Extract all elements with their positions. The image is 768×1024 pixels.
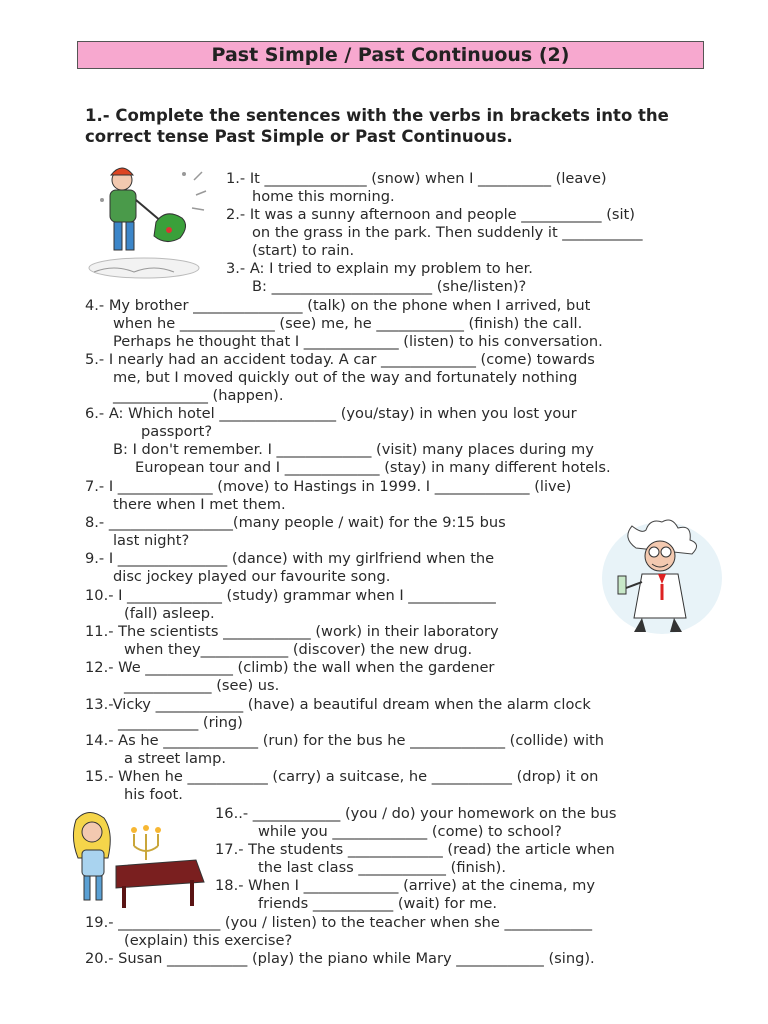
exercise-line: when they____________ (discover) the new drug. (124, 641, 473, 658)
exercise-line: 9.- I _______________ (dance) with my girlfriend when the (85, 550, 495, 567)
exercise-line: 20.- Susan ___________ (play) the piano while Mary ____________ (sing). (85, 950, 595, 967)
exercise-instruction (85, 105, 725, 147)
exercise-line: disc jockey played our favourite song. (113, 568, 391, 585)
worksheet-title: Past Simple / Past Continuous (2) (77, 41, 704, 69)
exercise-line: 10.- I _____________ (study) grammar when I ____________ (85, 587, 496, 604)
exercise-line: friends ___________ (wait) for me. (258, 895, 498, 912)
exercise-line: ___________ (ring) (118, 714, 243, 731)
exercise-line: his foot. (124, 786, 183, 803)
exercise-line: 18.- When I _____________ (arrive) at the cinema, my (215, 877, 595, 894)
exercise-line: 19.- ______________ (you / listen) to the teacher when she ____________ (85, 914, 593, 931)
exercise-line: (fall) asleep. (124, 605, 215, 622)
exercise-line: European tour and I _____________ (stay) in many different hotels. (135, 459, 611, 476)
instruction-number: 1.- (85, 106, 110, 125)
man-shoveling-snow-illustration (84, 160, 216, 280)
exercise-line: 6.- A: Which hotel ________________ (you/stay) in when you lost your (85, 405, 577, 422)
exercise-line: me, but I moved quickly out of the way and fortunately nothing (113, 369, 578, 386)
exercise-line: Perhaps he thought that I _____________ (listen) to his conversation. (113, 333, 603, 350)
exercise-line: while you _____________ (come) to school? (258, 823, 562, 840)
exercise-line: home this morning. (252, 188, 395, 205)
exercise-line: a street lamp. (124, 750, 227, 767)
exercise-line: 4.- My brother _______________ (talk) on the phone when I arrived, but (85, 297, 591, 314)
exercise-line: _____________ (happen). (113, 387, 284, 404)
exercise-line: ____________ (see) us. (124, 677, 280, 694)
exercise-line: 8.- _________________(many people / wait) for the 9:15 bus (85, 514, 506, 531)
exercise-line: last night? (113, 532, 190, 549)
exercise-line: 5.- I nearly had an accident today. A car _____________ (come) towards (85, 351, 595, 368)
exercise-line: 12.- We ____________ (climb) the wall when the gardener (85, 659, 495, 676)
exercise-line: 14.- As he _____________ (run) for the bus he _____________ (collide) with (85, 732, 604, 749)
exercise-line: on the grass in the park. Then suddenly it ___________ (252, 224, 643, 241)
exercise-line: B: ______________________ (she/listen)? (252, 278, 527, 295)
exercise-line: 1.- It ______________ (snow) when I __________ (leave) (226, 170, 607, 187)
exercise-line: (explain) this exercise? (124, 932, 293, 949)
exercise-line: 2.- It was a sunny afternoon and people ___________ (sit) (226, 206, 635, 223)
instruction-text: Complete the sentences with the verbs in brackets into the correct tense Past Simple or Past Continuous. (85, 106, 669, 146)
exercise-line: 15.- When he ___________ (carry) a suitcase, he ___________ (drop) it on (85, 768, 599, 785)
exercise-line: 11.- The scientists ____________ (work) in their laboratory (85, 623, 499, 640)
exercise-line: B: I don't remember. I _____________ (visit) many places during my (113, 441, 594, 458)
exercise-line: (start) to rain. (252, 242, 355, 259)
exercise-line: passport? (141, 423, 213, 440)
exercise-line: when he _____________ (see) me, he ____________ (finish) the call. (113, 315, 583, 332)
exercise-line: 7.- I _____________ (move) to Hastings in 1999. I _____________ (live) (85, 478, 572, 495)
exercise-line: there when I met them. (113, 496, 286, 513)
girl-playing-piano-illustration (66, 806, 206, 912)
exercise-line: 17.- The students _____________ (read) the article when (215, 841, 615, 858)
exercise-line: 3.- A: I tried to explain my problem to her. (226, 260, 533, 277)
exercise-line: the last class ____________ (finish). (258, 859, 506, 876)
exercise-line: 13.-Vicky ____________ (have) a beautiful dream when the alarm clock (85, 696, 591, 713)
scientist-illustration (598, 518, 726, 640)
exercise-line: 16..- ____________ (you / do) your homework on the bus (215, 805, 617, 822)
